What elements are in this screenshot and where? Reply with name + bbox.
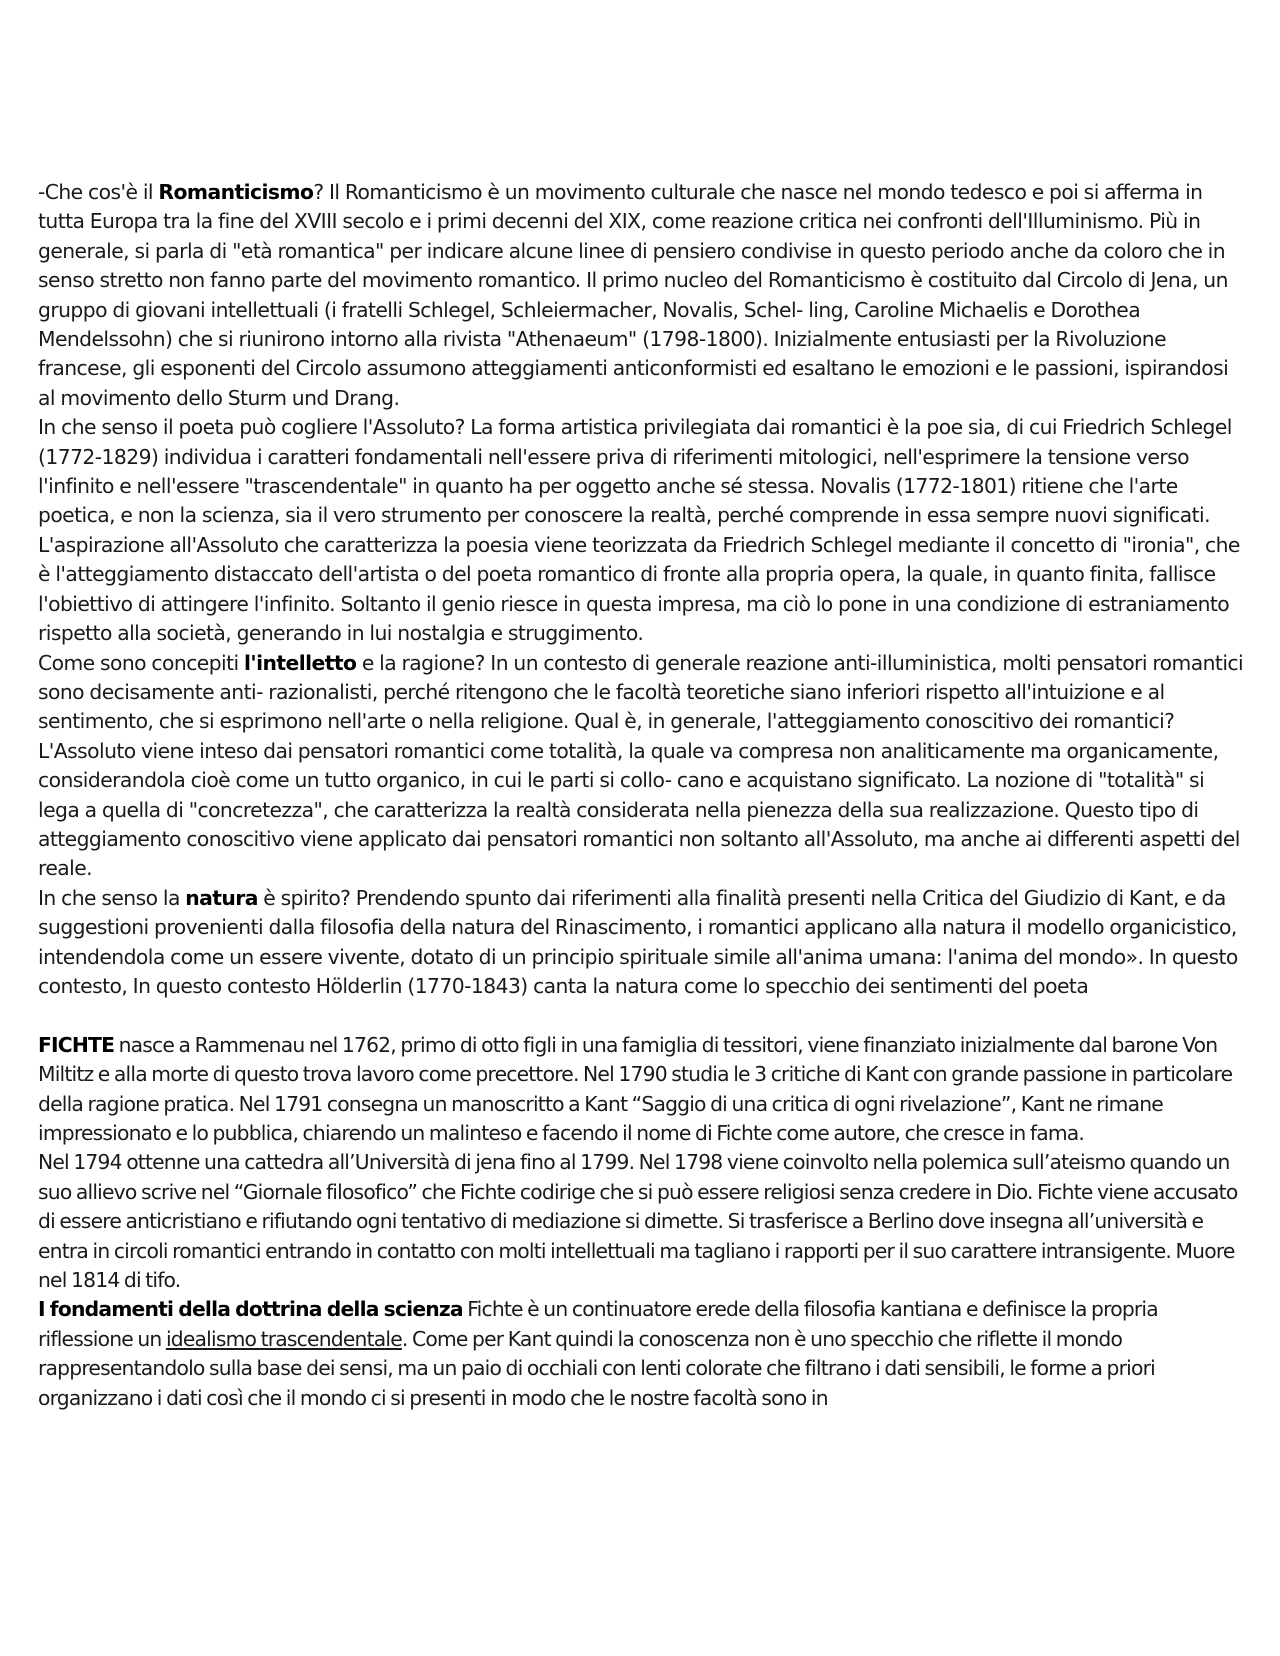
- keyword-fichte: FICHTE: [38, 1032, 115, 1057]
- text-run: ? Il Romanticismo è un movimento culturale che nasce nel mondo tedesco e poi si afferma in tutta Europa tra la fine del XVIII secolo e i primi decenni del XIX, come reazione critica nei confronti dell'Illuminismo. Più in generale, si parla di "età romantica" per indicare alcune linee di pensiero condivise in questo periodo anche da coloro che in senso stretto non fanno parte del movimento romantico. Il primo nucleo del Romanticismo è costituito dal Circolo di Jena, un gruppo di giovani intellettuali (i fratelli Schlegel, Schleiermacher, Novalis, Schel- ling, Caroline Michaelis e Dorothea Mendelssohn) che si riunirono intorno alla rivista "Athenaeum" (1798-1800). Inizialmente entusiasti per la Rivoluzione francese, gli esponenti del Circolo assumono atteggiamenti anticonformisti ed esaltano le emozioni e le passioni, ispirandosi al movimento dello Sturm und Drang.: [38, 180, 1229, 410]
- text-run: Nel 1794 ottenne una cattedra all’Università di jena fino al 1799. Nel 1798 viene coinvolto nella polemica sull’ateismo quando un suo allievo scrive nel “Giornale filosofico” che Fichte codirige che si può essere religiosi senza credere in Dio. Fichte viene accusato di essere anticristiano e rifiutando ogni tentativo di mediazione si dimette. Si trasferisce a Berlino dove insegna all’università e entra in circoli romantici entrando in contatto con molti intellettuali ma tagliano i rapporti per il suo carattere intransigente. Muore nel 1814 di tifo.: [38, 1150, 1238, 1293]
- paragraph-romanticismo-intro: [38, 178, 1250, 413]
- paragraph-fichte-bio: [38, 1031, 1250, 1149]
- text-run: è spirito? Prendendo spunto dai riferimenti alla finalità presenti nella Critica del Giudizio di Kant, e da suggestioni provenienti dalla filosofia della natura del Rinascimento, i romantici applicano alla natura il modello organicistico, intendendola come un essere vivente, dotato di un principio spirituale simile all'anima umana: l'anima del mondo». In questo contesto, In questo contesto Hölderlin (1770-1843) canta la natura come lo specchio dei sentimenti del poeta: [38, 885, 1238, 998]
- heading-dottrina-scienza: I fondamenti della dottrina della scienza: [38, 1297, 463, 1322]
- paragraph-dottrina-scienza: [38, 1295, 1250, 1413]
- paragraph-poeta-assoluto: [38, 413, 1250, 648]
- paragraph-fichte-jena: [38, 1148, 1250, 1295]
- text-run: . Come per Kant quindi la conoscenza non è uno specchio che riflette il mondo rappresentandolo sulla base dei sensi, ma un paio di occhiali con lenti colorate che filtrano i dati sensibili, le forme a priori organizzano i dati così che il mondo ci si presenti in modo che le nostre facoltà sono in: [38, 1326, 1155, 1410]
- keyword-romanticismo: Romanticismo: [158, 180, 314, 204]
- paragraph-natura: [38, 884, 1250, 1002]
- document-page: [38, 178, 1250, 1413]
- text-run: In che senso il poeta può cogliere l'Assoluto? La forma artistica privilegiata dai romantici è la poe sia, di cui Friedrich Schlegel (1772-1829) individua i caratteri fondamentali nell'essere priva di riferimenti mitologici, nell'esprimere la tensione verso l'infinito e nell'essere "trascendentale" in quanto ha per oggetto anche sé stessa. Novalis (1772-1801) ritiene che l'arte poetica, e non la scienza, sia il vero strumento per conoscere la realtà, perché comprende in essa sempre nuovi significati. L'aspirazione all'Assoluto che caratterizza la poesia viene teorizzata da Friedrich Schlegel mediante il concetto di "ironia", che è l'atteggiamento distaccato dell'artista o del poeta romantico di fronte alla propria opera, la quale, in quanto finita, fallisce l'obiettivo di attingere l'infinito. Soltanto il genio riesce in questa impresa, ma ciò lo pone in una condizione di estraniamento rispetto alla società, generando in lui nostalgia e struggimento.: [38, 415, 1240, 646]
- text-run: In che senso la: [38, 885, 186, 910]
- paragraph-intelletto: [38, 649, 1250, 884]
- underlined-term: idealismo trascendentale: [165, 1326, 402, 1351]
- text-run: nasce a Rammenau nel 1762, primo di otto figli in una famiglia di tessitori, viene finanziato inizialmente dal barone Von Miltitz e alla morte di questo trova lavoro come precettore. Nel 1790 studia le 3 critiche di Kant con grande passione in particolare della ragione pratica. Nel 1791 consegna un manoscritto a Kant “Saggio di una critica di ogni rivelazione”, Kant ne rimane impressionato e lo pubblica, chiarendo un malinteso e facendo il nome di Fichte come autore, che cresce in fama.: [38, 1032, 1233, 1145]
- keyword-natura: natura: [185, 885, 258, 910]
- text-run: Fichte è un continuatore erede della filosofia kantiana e definisce la propria riflessione un: [38, 1297, 1158, 1351]
- paragraph-spacer: [38, 1001, 1250, 1030]
- text-run: -Che cos'è il: [38, 180, 159, 204]
- text-run: e la ragione? In un contesto di generale reazione anti-illuministica, molti pensatori romantici sono decisamente anti- razionalisti, perché ritengono che le facoltà teoretiche siano inferiori rispetto all'intuizione e al sentimento, che si esprimono nell'arte o nella religione. Qual è, in generale, l'atteggiamento conoscitivo dei romantici? L'Assoluto viene inteso dai pensatori romantici come totalità, la quale va compresa non analiticamente ma organicamente, considerandola cioè come un tutto organico, in cui le parti si collo- cano e acquistano significato. La nozione di "totalità" si lega a quella di "concretezza", che caratterizza la realtà considerata nella pienezza della sua realizzazione. Questo tipo di atteggiamento conoscitivo viene applicato dai pensatori romantici non soltanto all'Assoluto, ma anche ai differenti aspetti del reale.: [38, 650, 1244, 881]
- text-run: Come sono concepiti: [38, 650, 245, 675]
- keyword-intelletto: l'intelletto: [244, 650, 357, 675]
